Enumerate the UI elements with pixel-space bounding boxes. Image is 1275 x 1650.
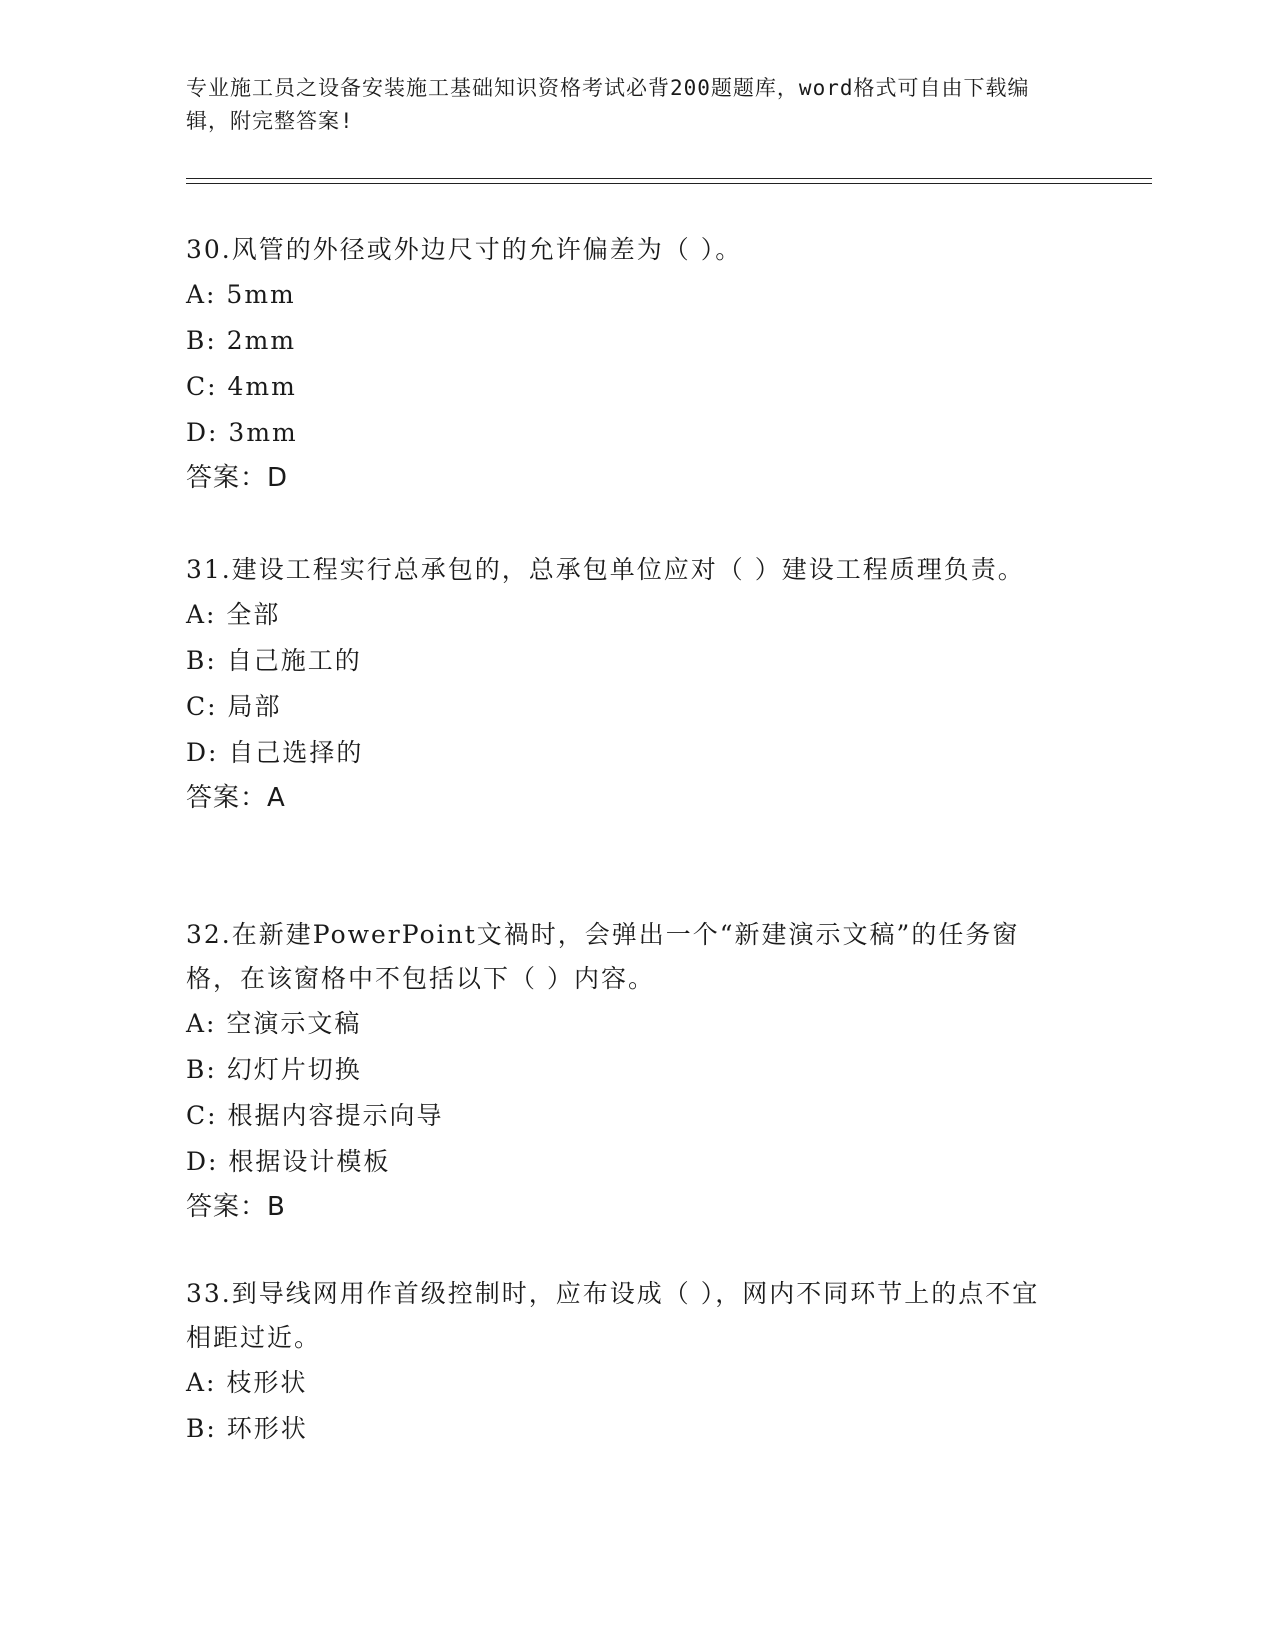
option-a: A: 5mm (186, 280, 296, 309)
header-divider-bottom (186, 183, 1152, 184)
option-b: B: 幻灯片切换 (186, 1055, 362, 1084)
question-32 (186, 913, 1066, 1229)
question-30 (186, 228, 1066, 500)
answer: 答案：D (186, 463, 289, 493)
question-31 (186, 548, 1066, 820)
option-a: A: 全部 (186, 600, 281, 629)
option-d: D: 自己选择的 (186, 738, 364, 767)
question-text: 32.在新建PowerPoint文禍时，会弹出一个“新建演示文稿”的任务窗格，在该窗格中不包括以下（ ）内容。 (186, 920, 1020, 993)
option-d: D: 3mm (186, 418, 298, 447)
option-b: B: 自己施工的 (186, 646, 362, 675)
header-divider-top (186, 178, 1152, 179)
question-text: 30.风管的外径或外边尺寸的允许偏差为（ ）。 (186, 235, 743, 264)
question-text: 31.建设工程实行总承包的，总承包单位应对（ ）建设工程质理负责。 (186, 555, 1025, 584)
option-a: A: 枝形状 (186, 1368, 308, 1397)
option-b: B: 环形状 (186, 1414, 308, 1443)
option-a: A: 空演示文稿 (186, 1009, 362, 1038)
document-header-title: 专业施工员之设备安装施工基础知识资格考试必背200题题库，word格式可自由下载编辑，附完整答案! (186, 76, 1030, 133)
option-b: B: 2mm (186, 326, 297, 355)
option-d: D: 根据设计模板 (186, 1147, 391, 1176)
option-c: C: 4mm (186, 372, 297, 401)
question-33 (186, 1272, 1066, 1452)
answer: 答案：B (186, 1192, 286, 1222)
option-c: C: 局部 (186, 692, 282, 721)
answer: 答案：A (186, 783, 286, 813)
question-text: 33.到导线网用作首级控制时，应布设成（ ），网内不同环节上的点不宜相距过近。 (186, 1279, 1040, 1352)
option-c: C: 根据内容提示向导 (186, 1101, 444, 1130)
